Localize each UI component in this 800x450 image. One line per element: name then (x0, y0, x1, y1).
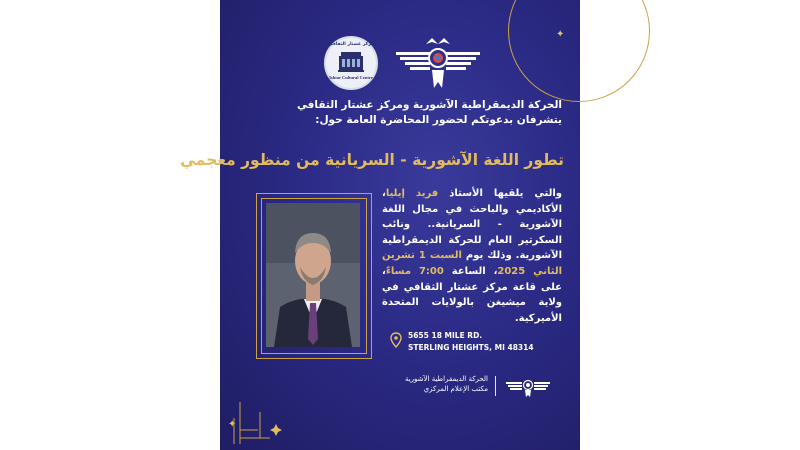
winged-sun-emblem-icon (392, 36, 484, 92)
corner-ornament (230, 372, 290, 444)
logo-english-text: Ishtar Cultural Centre (329, 75, 373, 80)
speaker-name: فريد إيليا (385, 188, 439, 199)
ishtar-cultural-centre-logo (324, 36, 378, 90)
intro-line-2: يتشرفان بدعوتكم لحضور المحاضرة العامة حول: (315, 114, 562, 126)
event-time: 7:00 مساءً (385, 265, 444, 277)
details-text-2: ، الأكاديمي والباحث في مجال اللغة الآشورية - السريانية.. ونائب السكرتير العام للحركة الديمقراطية الآشورية. وذلك يوم (382, 188, 562, 262)
decorative-arc (508, 0, 650, 102)
details-text-4: ، على قاعة مركز عشتار الثقافي في ولاية ميشيغن بالولايات المتحدة الأميركية. (382, 265, 562, 324)
lecture-title: تطور اللغة الآشورية - السريانية من منظور معجمي (180, 151, 564, 169)
details-text-1: والتي يلقيها الأستاذ (438, 188, 562, 199)
address-line-1: 5655 18 MILE RD. (408, 331, 483, 340)
lecture-details (382, 186, 562, 326)
footer-line-1: الحركة الديمقراطية الآشورية (404, 375, 488, 383)
event-poster (180, 0, 580, 450)
details-text-3: ، الساعة (443, 265, 498, 277)
location-pin-icon (390, 332, 402, 348)
footer-emblem-icon (504, 374, 552, 398)
event-date: السبت 1 تشرين الثاني 2025 (382, 250, 563, 277)
footer-line-2: مكتب الإعلام المركزي (423, 385, 488, 393)
address-line-2: STERLING HEIGHTS, MI 48314 (408, 343, 534, 352)
footer-divider (495, 376, 496, 396)
intro-line-1: الحركة الديمقراطية الآشورية ومركز عشتار الثقافي (296, 99, 562, 111)
star-icon: ✦ (228, 419, 237, 430)
invitation-intro (242, 98, 562, 128)
logo-arabic-text: مركز عشتار الثقافي (328, 42, 374, 47)
organization-footer (376, 374, 488, 394)
speaker-photo (266, 203, 360, 347)
venue-address (408, 330, 534, 354)
star-icon: ✦ (556, 29, 565, 40)
